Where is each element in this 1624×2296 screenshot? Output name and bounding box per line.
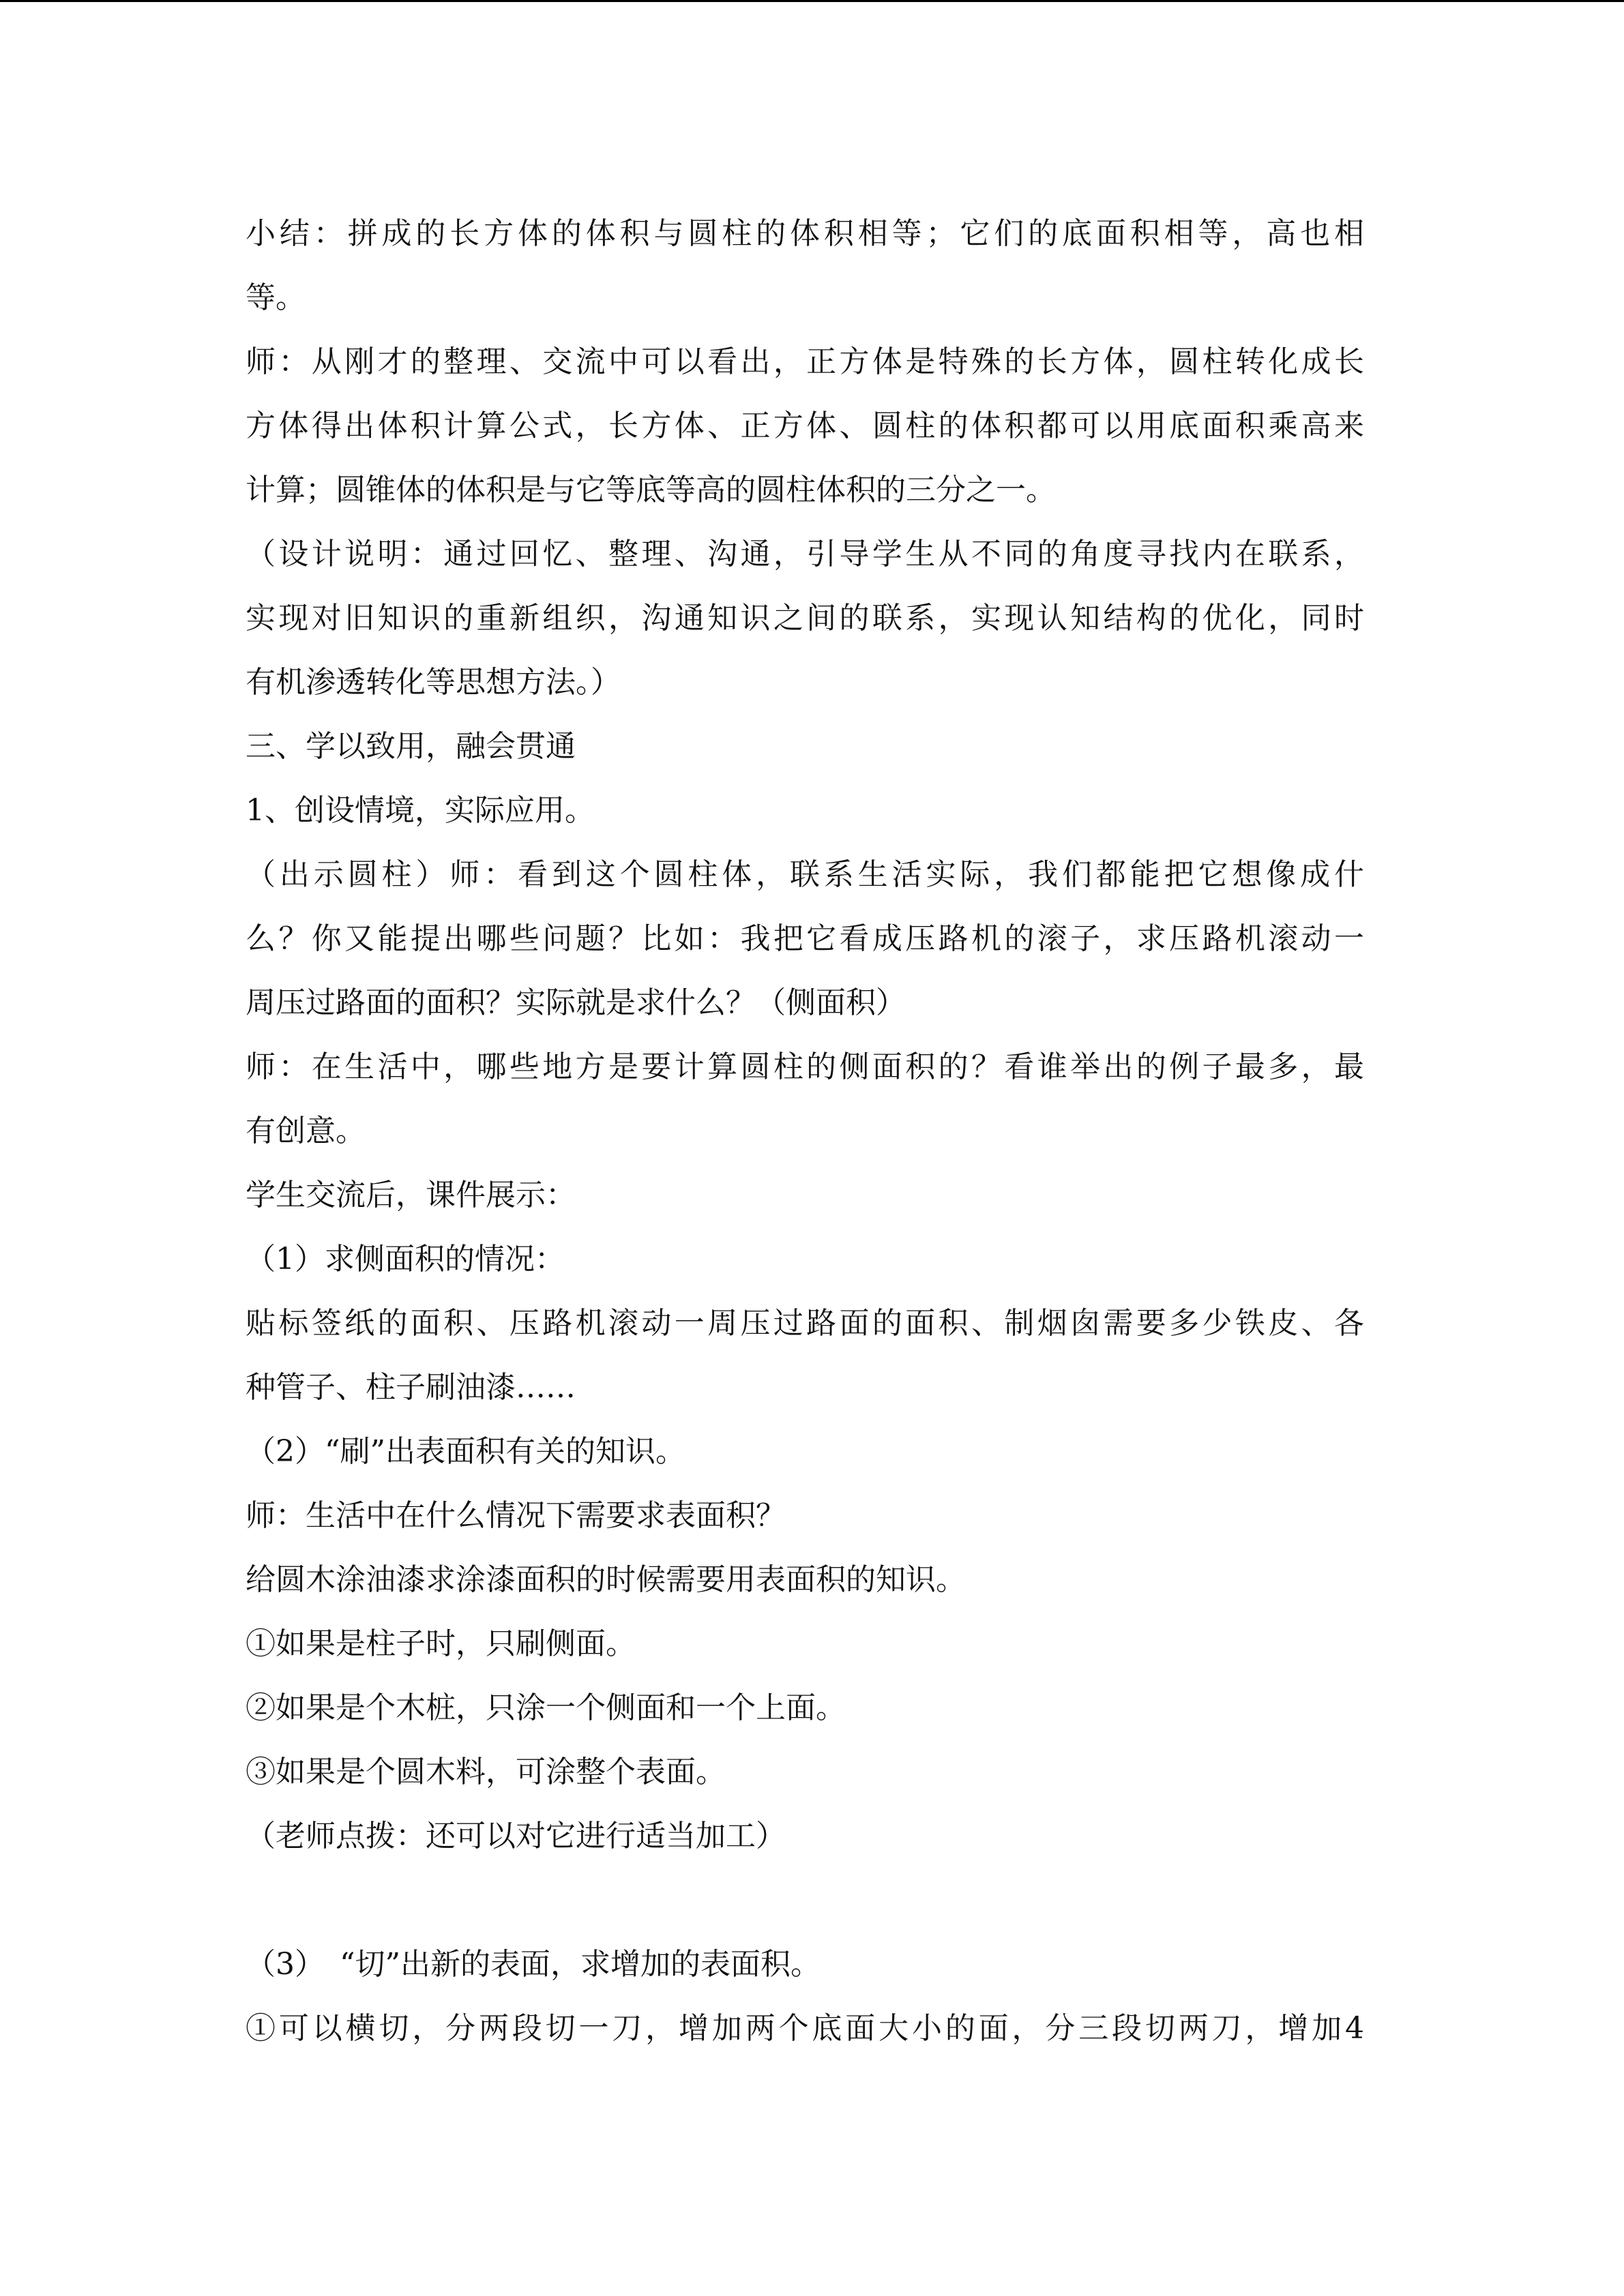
- text-line-design-note-1: （设计说明：通过回忆、整理、沟通，引导学生从不同的角度寻找内在联系，: [246, 537, 1364, 571]
- text-line-teacher-2: 方体得出体积计算公式，长方体、正方体、圆柱的体积都可以用底面积乘高来: [246, 408, 1364, 443]
- subheading-1: 1、创设情境，实际应用。: [246, 793, 595, 828]
- text-line-teacher-1: 师：从刚才的整理、交流中可以看出，正方体是特殊的长方体，圆柱转化成长: [246, 344, 1364, 379]
- text-line-design-note-2: 实现对旧知识的重新组织，沟通知识之间的联系，实现认知结构的优化，同时: [246, 601, 1364, 636]
- text-line-cut-1: ①可以横切，分两段切一刀，增加两个底面大小的面，分三段切两刀，增加4: [246, 2011, 1364, 2046]
- blank-line: [246, 1868, 1364, 1933]
- text-line-summary-1: 小结：拼成的长方体的体积与圆柱的体积相等；它们的底面积相等，高也相: [246, 216, 1364, 251]
- text-line-summary-2: 等。: [246, 280, 306, 315]
- text-line-item-1: （1）求侧面积的情况：: [246, 1242, 565, 1277]
- text-line-examples-2: 种管子、柱子刷油漆……: [246, 1370, 576, 1405]
- text-line-design-note-3: 有机渗透转化等思想方法。）: [246, 665, 621, 700]
- text-line-cylinder-3: 周压过路面的面积？实际就是求什么？（侧面积）: [246, 985, 906, 1020]
- text-line-case-3: ③如果是个圆木料，可涂整个表面。: [246, 1755, 726, 1789]
- text-line-examples-1: 贴标签纸的面积、压路机滚动一周压过路面的面积、制烟囱需要多少铁皮、各: [246, 1306, 1364, 1341]
- text-line-cylinder-1: （出示圆柱）师：看到这个圆柱体，联系生活实际，我们都能把它想像成什: [246, 857, 1364, 892]
- text-line-life-1: 师：在生活中，哪些地方是要计算圆柱的侧面积的？看谁举出的例子最多，最: [246, 1049, 1364, 1084]
- section-heading-3: 三、学以致用，融会贯通: [246, 729, 576, 764]
- text-line-case-1: ①如果是柱子时，只刷侧面。: [246, 1626, 636, 1661]
- text-line-life-2: 有创意。: [246, 1114, 366, 1148]
- text-line-item-2: （2）“刷”出表面积有关的知识。: [246, 1434, 685, 1469]
- text-line-teacher-hint: （老师点拨：还可以对它进行适当加工）: [246, 1819, 786, 1853]
- text-line-paint: 给圆木涂油漆求涂漆面积的时候需要用表面积的知识。: [246, 1562, 966, 1597]
- text-line-teacher-3: 计算；圆锥体的体积是与它等底等高的圆柱体积的三分之一。: [246, 473, 1056, 507]
- text-line-cylinder-2: 么？你又能提出哪些问题？比如：我把它看成压路机的滚子，求压路机滚动一: [246, 921, 1364, 956]
- text-line-case-2: ②如果是个木桩，只涂一个侧面和一个上面。: [246, 1690, 846, 1725]
- text-line-exchange: 学生交流后，课件展示：: [246, 1178, 576, 1212]
- text-line-item-3: （3） “切”出新的表面，求增加的表面积。: [246, 1947, 821, 1982]
- text-line-question: 师：生活中在什么情况下需要求表面积？: [246, 1498, 786, 1533]
- document-body: [246, 202, 1364, 2061]
